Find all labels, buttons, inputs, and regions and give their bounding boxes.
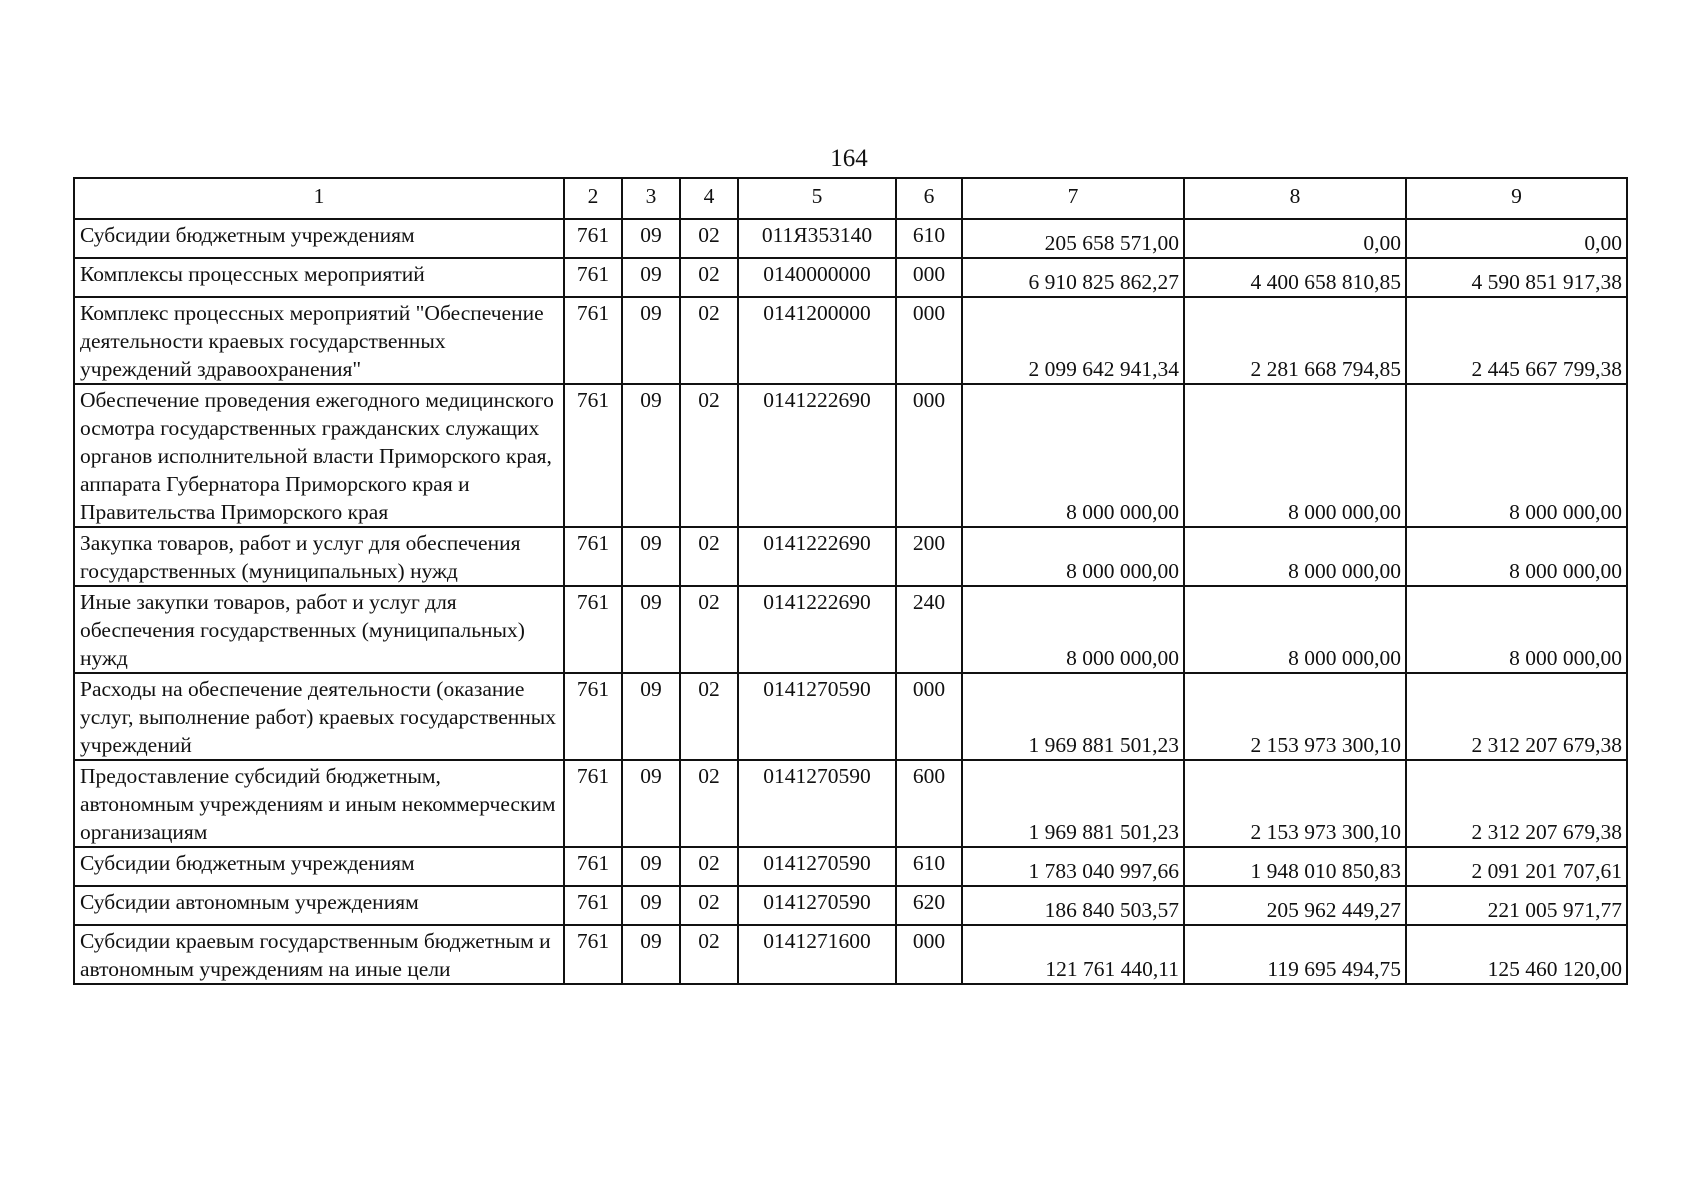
cell-amount-c7: 1 969 881 501,23 xyxy=(962,760,1184,847)
cell-c4: 02 xyxy=(680,586,738,673)
cell-amount-c7: 8 000 000,00 xyxy=(962,586,1184,673)
cell-c6: 610 xyxy=(896,847,962,886)
column-header: 8 xyxy=(1184,178,1406,219)
row-name: Субсидии краевым государственным бюджетным и автономным учреждениям на иные цели xyxy=(74,925,564,984)
cell-amount-c9: 8 000 000,00 xyxy=(1406,384,1627,527)
cell-amount-c8: 4 400 658 810,85 xyxy=(1184,258,1406,297)
cell-c5: 0141222690 xyxy=(738,527,896,586)
cell-c5: 0141200000 xyxy=(738,297,896,384)
cell-c4: 02 xyxy=(680,847,738,886)
cell-amount-c7: 1 783 040 997,66 xyxy=(962,847,1184,886)
cell-c4: 02 xyxy=(680,297,738,384)
cell-c3: 09 xyxy=(622,586,680,673)
cell-amount-c9: 221 005 971,77 xyxy=(1406,886,1627,925)
cell-c2: 761 xyxy=(564,673,622,760)
column-header: 6 xyxy=(896,178,962,219)
cell-amount-c9: 8 000 000,00 xyxy=(1406,586,1627,673)
cell-c5: 0141270590 xyxy=(738,760,896,847)
cell-c2: 761 xyxy=(564,297,622,384)
cell-c3: 09 xyxy=(622,886,680,925)
cell-c6: 000 xyxy=(896,297,962,384)
cell-amount-c9: 4 590 851 917,38 xyxy=(1406,258,1627,297)
cell-amount-c7: 205 658 571,00 xyxy=(962,219,1184,258)
cell-amount-c8: 8 000 000,00 xyxy=(1184,384,1406,527)
table-row xyxy=(74,886,1627,925)
table-row xyxy=(74,527,1627,586)
cell-c3: 09 xyxy=(622,847,680,886)
table-row xyxy=(74,925,1627,984)
cell-amount-c8: 2 153 973 300,10 xyxy=(1184,673,1406,760)
cell-c2: 761 xyxy=(564,384,622,527)
cell-amount-c8: 8 000 000,00 xyxy=(1184,586,1406,673)
row-name: Закупка товаров, работ и услуг для обеспечения государственных (муниципальных) нужд xyxy=(74,527,564,586)
cell-c6: 200 xyxy=(896,527,962,586)
cell-c5: 0140000000 xyxy=(738,258,896,297)
cell-c3: 09 xyxy=(622,219,680,258)
table-row xyxy=(74,219,1627,258)
table-row xyxy=(74,297,1627,384)
cell-c5: 0141270590 xyxy=(738,673,896,760)
table-row xyxy=(74,760,1627,847)
cell-c6: 610 xyxy=(896,219,962,258)
row-name: Субсидии бюджетным учреждениям xyxy=(74,219,564,258)
cell-amount-c7: 1 969 881 501,23 xyxy=(962,673,1184,760)
cell-amount-c9: 8 000 000,00 xyxy=(1406,527,1627,586)
cell-c5: 0141270590 xyxy=(738,886,896,925)
cell-c3: 09 xyxy=(622,925,680,984)
cell-c3: 09 xyxy=(622,258,680,297)
cell-c4: 02 xyxy=(680,258,738,297)
cell-c6: 620 xyxy=(896,886,962,925)
cell-amount-c7: 186 840 503,57 xyxy=(962,886,1184,925)
cell-c5: 0141270590 xyxy=(738,847,896,886)
header-row xyxy=(74,178,1627,219)
cell-c6: 000 xyxy=(896,384,962,527)
column-header: 2 xyxy=(564,178,622,219)
cell-amount-c7: 8 000 000,00 xyxy=(962,384,1184,527)
cell-amount-c9: 2 312 207 679,38 xyxy=(1406,760,1627,847)
column-header: 7 xyxy=(962,178,1184,219)
cell-amount-c8: 2 281 668 794,85 xyxy=(1184,297,1406,384)
row-name: Комплексы процессных мероприятий xyxy=(74,258,564,297)
cell-amount-c8: 0,00 xyxy=(1184,219,1406,258)
cell-c5: 0141271600 xyxy=(738,925,896,984)
column-header: 5 xyxy=(738,178,896,219)
row-name: Комплекс процессных мероприятий "Обеспечение деятельности краевых государственных учреждений здравоохранения" xyxy=(74,297,564,384)
cell-c4: 02 xyxy=(680,673,738,760)
cell-c3: 09 xyxy=(622,527,680,586)
cell-c4: 02 xyxy=(680,886,738,925)
row-name: Предоставление субсидий бюджетным, автономным учреждениям и иным некоммерческим организациям xyxy=(74,760,564,847)
cell-c2: 761 xyxy=(564,886,622,925)
cell-c5: 0141222690 xyxy=(738,586,896,673)
cell-amount-c9: 2 312 207 679,38 xyxy=(1406,673,1627,760)
cell-c2: 761 xyxy=(564,925,622,984)
row-name: Субсидии бюджетным учреждениям xyxy=(74,847,564,886)
row-name: Обеспечение проведения ежегодного медицинского осмотра государственных гражданских служащих органов исполнительной власти Приморского края, аппарата Губернатора Приморского края и Правительства Приморского края xyxy=(74,384,564,527)
cell-amount-c7: 8 000 000,00 xyxy=(962,527,1184,586)
cell-c3: 09 xyxy=(622,673,680,760)
cell-c3: 09 xyxy=(622,760,680,847)
cell-amount-c9: 125 460 120,00 xyxy=(1406,925,1627,984)
cell-amount-c9: 0,00 xyxy=(1406,219,1627,258)
column-header: 3 xyxy=(622,178,680,219)
cell-c2: 761 xyxy=(564,847,622,886)
cell-c5: 0141222690 xyxy=(738,384,896,527)
cell-amount-c8: 205 962 449,27 xyxy=(1184,886,1406,925)
cell-c2: 761 xyxy=(564,527,622,586)
cell-c4: 02 xyxy=(680,925,738,984)
budget-table xyxy=(73,177,1628,985)
table-row xyxy=(74,258,1627,297)
table-row xyxy=(74,847,1627,886)
cell-c6: 000 xyxy=(896,673,962,760)
table-row xyxy=(74,586,1627,673)
column-header: 9 xyxy=(1406,178,1627,219)
cell-c2: 761 xyxy=(564,258,622,297)
cell-amount-c8: 1 948 010 850,83 xyxy=(1184,847,1406,886)
cell-c2: 761 xyxy=(564,586,622,673)
cell-c3: 09 xyxy=(622,297,680,384)
cell-c2: 761 xyxy=(564,219,622,258)
cell-c4: 02 xyxy=(680,384,738,527)
table-row xyxy=(74,673,1627,760)
cell-c4: 02 xyxy=(680,219,738,258)
cell-c4: 02 xyxy=(680,527,738,586)
row-name: Расходы на обеспечение деятельности (оказание услуг, выполнение работ) краевых государственных учреждений xyxy=(74,673,564,760)
table-row xyxy=(74,384,1627,527)
cell-c5: 011Я353140 xyxy=(738,219,896,258)
cell-c6: 000 xyxy=(896,258,962,297)
column-header: 4 xyxy=(680,178,738,219)
cell-c3: 09 xyxy=(622,384,680,527)
cell-amount-c8: 119 695 494,75 xyxy=(1184,925,1406,984)
cell-amount-c8: 2 153 973 300,10 xyxy=(1184,760,1406,847)
page-number: 164 xyxy=(830,145,868,172)
cell-c4: 02 xyxy=(680,760,738,847)
cell-amount-c7: 121 761 440,11 xyxy=(962,925,1184,984)
cell-c2: 761 xyxy=(564,760,622,847)
column-header: 1 xyxy=(74,178,564,219)
cell-amount-c7: 6 910 825 862,27 xyxy=(962,258,1184,297)
cell-amount-c9: 2 091 201 707,61 xyxy=(1406,847,1627,886)
cell-amount-c8: 8 000 000,00 xyxy=(1184,527,1406,586)
row-name: Субсидии автономным учреждениям xyxy=(74,886,564,925)
cell-c6: 240 xyxy=(896,586,962,673)
cell-c6: 000 xyxy=(896,925,962,984)
cell-amount-c7: 2 099 642 941,34 xyxy=(962,297,1184,384)
cell-amount-c9: 2 445 667 799,38 xyxy=(1406,297,1627,384)
row-name: Иные закупки товаров, работ и услуг для обеспечения государственных (муниципальных) нужд xyxy=(74,586,564,673)
cell-c6: 600 xyxy=(896,760,962,847)
